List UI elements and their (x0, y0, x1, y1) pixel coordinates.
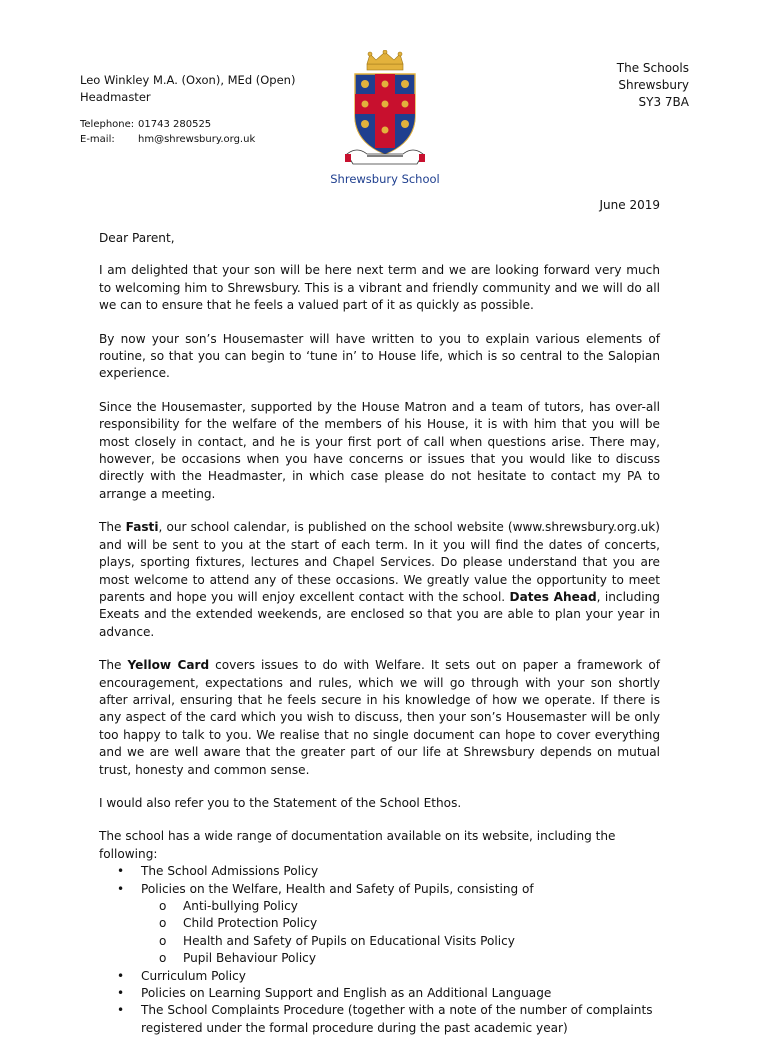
paragraph-ethos: I would also refer you to the Statement of the School Ethos. (99, 795, 462, 810)
telephone-number: 01743 280525 (138, 119, 212, 130)
address-line: Shrewsbury (618, 78, 689, 92)
paragraph-housemaster: By now your son’s Housemaster will have written to you to explain various elements of routine, so that you can begin to ‘tune in’ to House life, which is so central to the Salopian experience. (99, 331, 660, 381)
bullet-icon: • (117, 968, 125, 983)
bullet-icon: • (117, 864, 125, 879)
telephone-label: Telephone: (80, 119, 135, 130)
paragraph-documentation-intro: The school has a wide range of documentation available on its website, including the following: (99, 829, 616, 861)
sub-bullet-icon: o (159, 899, 167, 913)
letter-date: June 2019 (599, 198, 660, 212)
address-line: The Schools (616, 61, 689, 75)
sub-list-item (99, 915, 660, 932)
list-item-text: Child Protection Policy (183, 916, 318, 931)
sub-list-item (99, 898, 660, 915)
list-item (99, 1002, 660, 1037)
sub-list-item (99, 950, 660, 967)
sender-block (80, 72, 295, 106)
list-item (99, 881, 660, 898)
sub-list-item (99, 933, 660, 950)
text-run: covers issues to do with Welfare. It sets out on paper a framework of encouragement, expectations and rules, which we will go through with your son shortly after arrival, ensuring that he feels secure in his knowledge of how we operate. If there is any aspect of the card which you wish to discuss, then your son’s Housemaster will be only too happy to talk to you. We realise that no single document can hope to cover everything and we are well aware that the greater part of our life at Shrewsbury depends on mutual trust, honesty and common sense. (99, 658, 660, 777)
list-item-text: The School Admissions Policy (141, 864, 319, 879)
salutation: Dear Parent, (99, 231, 175, 245)
text-run: The (99, 520, 126, 535)
school-crest-icon (337, 50, 433, 168)
text-run: The (99, 658, 128, 673)
list-item-text: Anti-bullying Policy (183, 899, 298, 913)
paragraph-welcome: I am delighted that your son will be here next term and we are looking forward very much to welcoming him to Shrewsbury. This is a vibrant and friendly community and we will do all we can to ensure that he feels a valued part of it as quickly as possible. (99, 263, 660, 313)
sub-bullet-icon: o (159, 933, 167, 948)
address-line: SY3 7BA (638, 95, 689, 109)
welfare-sub-list (99, 898, 660, 968)
paragraph-welfare-contact: Since the Housemaster, supported by the House Matron and a team of tutors, has over-all responsibility for the welfare of the members of his House, it is with him that you will be most closely in contact, and he is your first port of call when questions arise. There may, however, be occasions when you have concerns or issues that you would like to discuss directly with the Headmaster, in which case please do not hesitate to contact my PA to arrange a meeting. (99, 399, 660, 501)
email-address: hm@shrewsbury.org.uk (138, 134, 256, 145)
list-item (99, 985, 660, 1002)
list-item-text: Health and Safety of Pupils on Educational Visits Policy (183, 933, 515, 948)
list-item (99, 863, 660, 880)
sub-bullet-icon: o (159, 951, 167, 966)
fasti-term: Fasti (125, 520, 159, 535)
yellow-card-term: Yellow Card (127, 658, 210, 673)
list-item (99, 968, 660, 985)
letter-body (99, 230, 660, 1037)
text-run: , our school calendar, is published on the school website (www.shrewsbury.org.uk) and will be sent to you at the start of each term. In it you will find the dates of concerts, plays, sporting fixtures, lectures and Chapel Services. Do please understand that you are most welcome to attend any of these occasions. We greatly value the opportunity to meet parents and hope you will enjoy excellent contact with the school. (99, 520, 660, 604)
list-item-text: Policies on the Welfare, Health and Safety of Pupils, consisting of (141, 881, 534, 896)
email-label: E-mail: (80, 134, 115, 145)
documents-list-continued (99, 968, 660, 1037)
list-item-text: The School Complaints Procedure (together with a note of the number of complaints registered under the formal procedure during the past academic year) (141, 1003, 653, 1035)
bullet-icon: • (117, 986, 125, 1001)
sub-bullet-icon: o (159, 916, 167, 931)
school-name: Shrewsbury School (330, 172, 440, 186)
dates-ahead-term: Dates Ahead (509, 589, 597, 604)
contact-block (80, 117, 255, 147)
telephone-row (80, 117, 255, 132)
school-crest-block (330, 50, 440, 186)
documents-list (99, 863, 660, 898)
sender-title: Headmaster (80, 90, 151, 104)
list-item-text: Pupil Behaviour Policy (183, 951, 316, 966)
school-address (617, 60, 689, 111)
sender-name: Leo Winkley M.A. (Oxon), MEd (Open) (80, 73, 296, 87)
list-item-text: Policies on Learning Support and English as an Additional Language (141, 986, 552, 1001)
text-run: , including Exeats and the extended weekends, are enclosed so that you are able to plan your year in advance. (99, 589, 660, 639)
paragraph-yellow-card (99, 657, 660, 779)
bullet-icon: • (117, 881, 125, 896)
paragraph-fasti (99, 519, 660, 641)
email-row (80, 132, 255, 147)
list-item-text: Curriculum Policy (141, 968, 246, 983)
bullet-icon: • (117, 1003, 125, 1018)
